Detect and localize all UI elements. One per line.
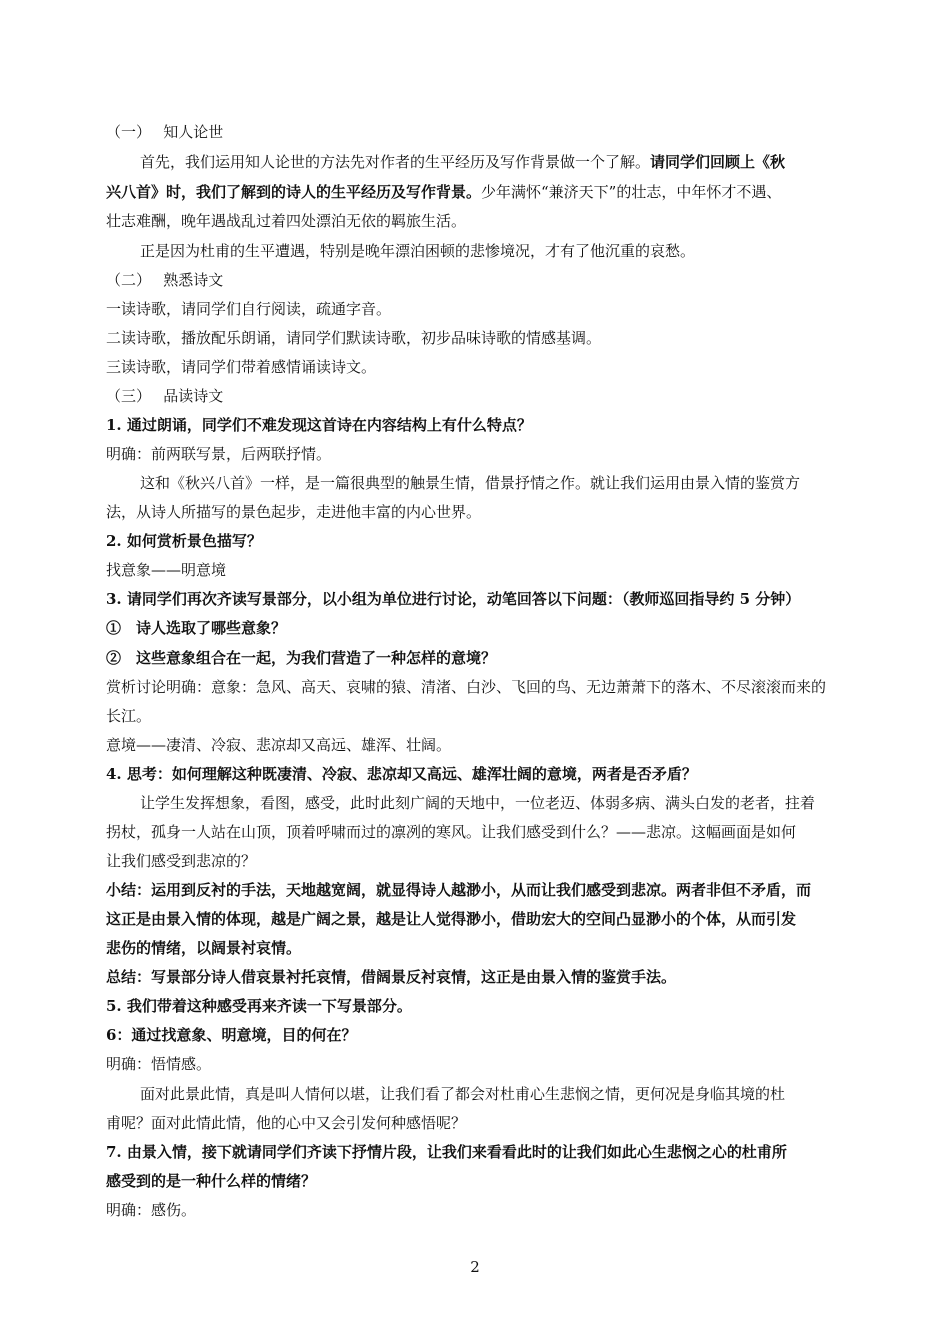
paragraph-line bbox=[140, 152, 880, 172]
summary-line: 小结：运用到反衬的手法，天地越宽阔，就显得诗人越渺小，从而让我们感受到悲凉。两者非但不矛盾，而 bbox=[106, 881, 812, 899]
page-number: 2 bbox=[470, 1258, 480, 1276]
question-3-sub-2: ② 这些意象组合在一起，为我们营造了一种怎样的意境？ bbox=[106, 649, 497, 667]
paragraph-line: 让学生发挥想象，看图，感受，此时此刻广阔的天地中，一位老迈、体弱多病、满头白发的老者，拄着 bbox=[140, 794, 816, 812]
question-1: 1. 通过朗诵，同学们不难发现这首诗在内容结构上有什么特点？ bbox=[106, 416, 532, 434]
question-4: 4. 思考：如何理解这种既凄清、冷寂、悲凉却又高远、雄浑壮阔的意境，两者是否矛盾？ bbox=[106, 765, 697, 783]
section-heading-1: （一） 知人论世 bbox=[106, 123, 224, 141]
section-heading-3: （三） 品读诗文 bbox=[106, 387, 224, 405]
reading-step: 三读诗歌，请同学们带着感情诵读诗文。 bbox=[106, 358, 377, 376]
reading-step: 二读诗歌，播放配乐朗诵，请同学们默读诗歌，初步品味诗歌的情感基调。 bbox=[106, 329, 602, 347]
paragraph-line: 甫呢？面对此情此情，他的心中又会引发何种感悟呢？ bbox=[106, 1114, 467, 1132]
paragraph-line: 法，从诗人所描写的景色起步，走进他丰富的内心世界。 bbox=[106, 503, 482, 521]
paragraph-line: 正是因为杜甫的生平遭遇，特别是晚年漂泊困顿的悲惨境况，才有了他沉重的哀愁。 bbox=[140, 242, 696, 260]
question-3-sub-1: ① 诗人选取了哪些意象？ bbox=[106, 619, 287, 637]
question-7: 感受到的是一种什么样的情绪？ bbox=[106, 1172, 317, 1190]
question-5: 5. 我们带着这种感受再来齐读一下写景部分。 bbox=[106, 997, 412, 1015]
paragraph-line: 面对此景此情，真是叫人情何以堪，让我们看了都会对杜甫心生悲悯之情，更何况是身临其境的杜 bbox=[140, 1085, 786, 1103]
summary-line: 悲伤的情绪，以阔景衬哀情。 bbox=[106, 939, 302, 957]
answer-3-line: 赏析讨论明确：意象：急风、高天、哀啸的猿、清渚、白沙、飞回的鸟、无边萧萧下的落木、不尽滚滚而来的 bbox=[106, 678, 827, 696]
answer-1: 明确：前两联写景，后两联抒情。 bbox=[106, 445, 332, 463]
paragraph-line: 拐杖，孤身一人站在山顶，顶着呼啸而过的凛冽的寒风。让我们感受到什么？——悲凉。这幅画面是如何 bbox=[106, 823, 797, 841]
answer-2: 找意象——明意境 bbox=[106, 561, 227, 579]
text-run: 少年满怀“兼济天下”的壮志，中年怀才不遇、 bbox=[481, 183, 782, 201]
paragraph-line: 壮志难酬，晚年遇战乱过着四处漂泊无依的羁旅生活。 bbox=[106, 212, 467, 230]
question-6: 6：通过找意象、明意境，目的何在？ bbox=[106, 1026, 357, 1044]
question-7: 7. 由景入情，接下就请同学们齐读下抒情片段，让我们来看看此时的让我们如此心生悲悯之心的杜甫所 bbox=[106, 1143, 787, 1161]
answer-7: 明确：感伤。 bbox=[106, 1201, 197, 1219]
reading-step: 一读诗歌，请同学们自行阅读，疏通字音。 bbox=[106, 300, 392, 318]
question-2: 2. 如何赏析景色描写？ bbox=[106, 532, 262, 550]
text-run: 首先，我们运用知人论世的方法先对作者的生平经历及写作背景做一个了解。 bbox=[140, 153, 651, 171]
paragraph-line: 这和《秋兴八首》一样，是一篇很典型的触景生情，借景抒情之作。就让我们运用由景入情的鉴赏方 bbox=[140, 474, 801, 492]
paragraph-line bbox=[106, 182, 846, 202]
text-run-bold: 兴八首》时，我们了解到的诗人的生平经历及写作背景。 bbox=[106, 183, 482, 201]
summary-line: 这正是由景入情的体现，越是广阔之景，越是让人觉得渺小，借助宏大的空间凸显渺小的个体，从而引发 bbox=[106, 910, 797, 928]
paragraph-line: 让我们感受到悲凉的？ bbox=[106, 852, 257, 870]
answer-3-line: 长江。 bbox=[106, 707, 152, 725]
text-run-bold: 请同学们回顾上《秋 bbox=[650, 153, 786, 171]
conclusion: 总结：写景部分诗人借哀景衬托哀情，借阔景反衬哀情，这正是由景入情的鉴赏手法。 bbox=[106, 968, 677, 986]
question-3: 3. 请同学们再次齐读写景部分，以小组为单位进行讨论，动笔回答以下问题：（教师巡回指导约 5 分钟） bbox=[106, 590, 801, 608]
section-heading-2: （二） 熟悉诗文 bbox=[106, 271, 224, 289]
answer-3-line: 意境——凄清、冷寂、悲凉却又高远、雄浑、壮阔。 bbox=[106, 736, 452, 754]
answer-6: 明确：悟情感。 bbox=[106, 1055, 212, 1073]
